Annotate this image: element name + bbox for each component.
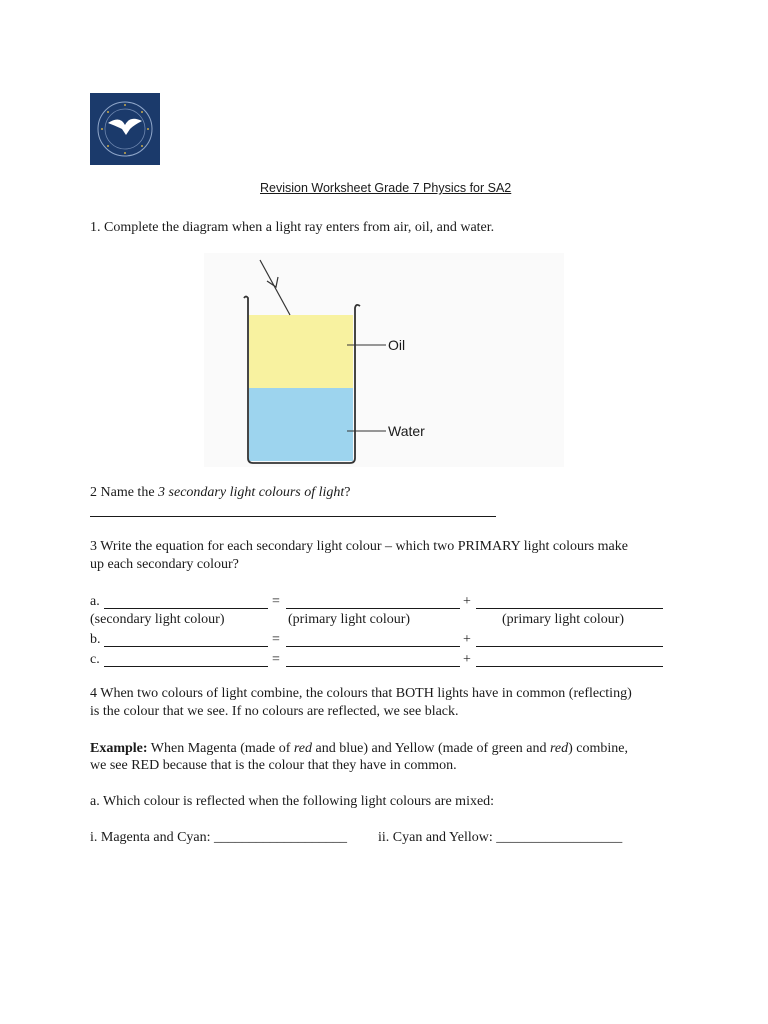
question-3-line1: 3 Write the equation for each secondary light colour – which two PRIMARY light colours make: [90, 539, 628, 554]
question-2-text: 2 Name the 3 secondary light colours of light?: [90, 485, 351, 500]
row-c-primary1-blank[interactable]: [286, 666, 460, 667]
row-c-label: c.: [90, 652, 100, 667]
question-4a-i[interactable]: i. Magenta and Cyan: ___________________: [90, 830, 348, 845]
row-c-primary2-blank[interactable]: [476, 666, 663, 667]
question-4-line2: is the colour that we see. If no colours are reflected, we see black.: [90, 704, 459, 719]
example-line2: we see RED because that is the colour that they have in common.: [90, 758, 457, 773]
school-logo: [90, 93, 160, 165]
row-a-plus: +: [463, 594, 471, 609]
caption-secondary: (secondary light colour): [90, 612, 225, 627]
row-c-secondary-blank[interactable]: [104, 666, 268, 667]
row-c-plus: +: [463, 652, 471, 667]
caption-primary-1: (primary light colour): [288, 612, 411, 627]
worksheet-title: Revision Worksheet Grade 7 Physics for SA2: [260, 181, 512, 195]
row-a-primary1-blank[interactable]: [286, 608, 460, 609]
example-line1: Example: When Magenta (made of red and blue) and Yellow (made of green and red) combine,: [90, 741, 628, 756]
beaker-diagram: [204, 253, 564, 467]
water-layer: [249, 388, 353, 461]
row-c-equals: =: [272, 652, 280, 667]
question-1-text: 1. Complete the diagram when a light ray enters from air, oil, and water.: [90, 220, 495, 235]
row-b-primary1-blank[interactable]: [286, 646, 460, 647]
row-a-secondary-blank[interactable]: [104, 608, 268, 609]
row-b-primary2-blank[interactable]: [476, 646, 663, 647]
oil-label: Oil: [388, 337, 406, 353]
answer-line-q2[interactable]: [90, 516, 496, 517]
question-4a-ii[interactable]: ii. Cyan and Yellow: __________________: [378, 830, 623, 845]
question-4a-text: a. Which colour is reflected when the following light colours are mixed:: [90, 794, 495, 809]
caption-primary-2: (primary light colour): [502, 612, 625, 627]
row-b-plus: +: [463, 632, 471, 647]
row-a-equals: =: [272, 594, 280, 609]
row-b-secondary-blank[interactable]: [104, 646, 268, 647]
row-a-label: a.: [90, 594, 100, 609]
row-a-primary2-blank[interactable]: [476, 608, 663, 609]
row-b-equals: =: [272, 632, 280, 647]
row-b-label: b.: [90, 632, 101, 647]
water-label: Water: [388, 423, 425, 439]
question-4-line1: 4 When two colours of light combine, the colours that BOTH lights have in common (reflecting): [90, 686, 632, 701]
question-3-line2: up each secondary colour?: [90, 557, 239, 572]
oil-layer: [249, 315, 353, 388]
